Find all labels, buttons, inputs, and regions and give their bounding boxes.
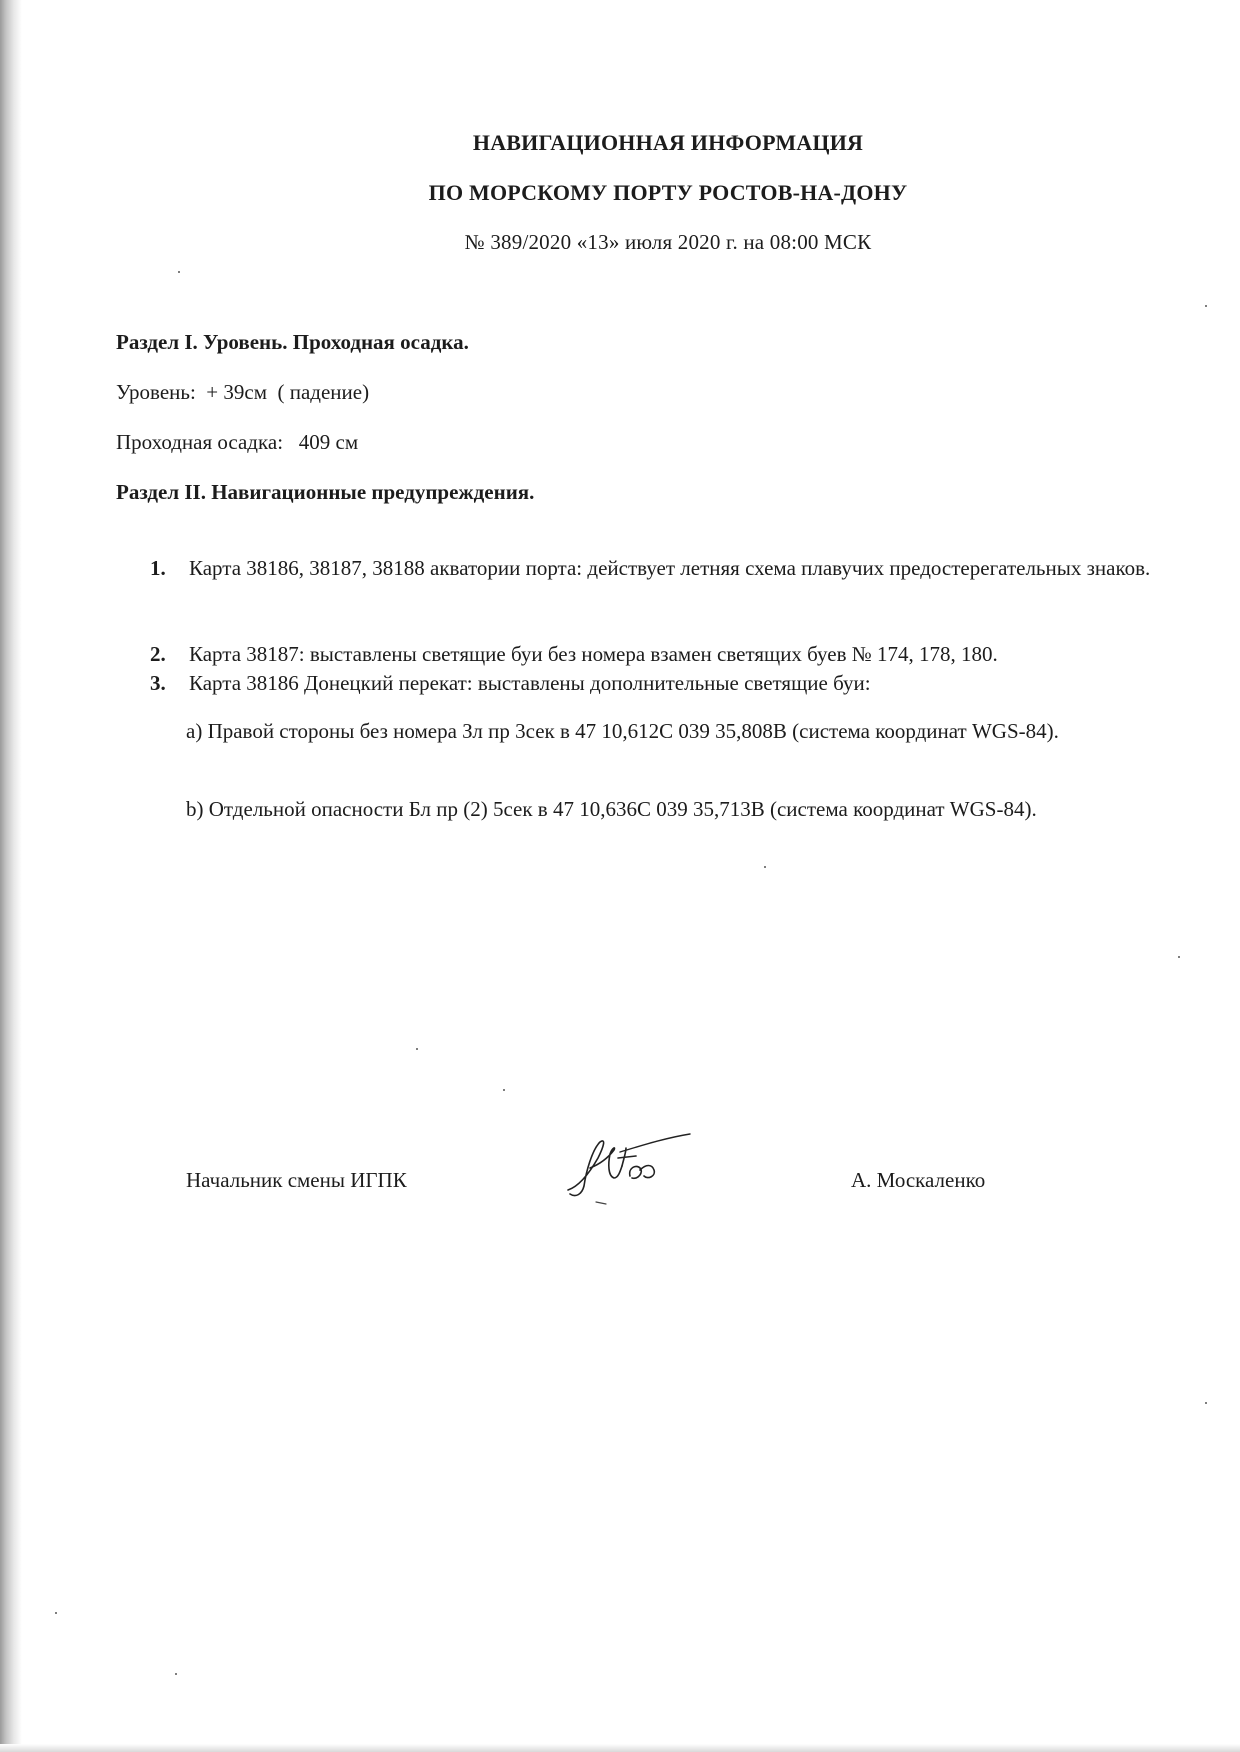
scan-speck (175, 1673, 177, 1675)
document-title-line2: ПО МОРСКОМУ ПОРТУ РОСТОВ-НА-ДОНУ (428, 180, 908, 205)
scan-speck (178, 271, 180, 273)
scan-speck (1178, 956, 1180, 958)
warning-item-2 (150, 641, 1220, 668)
warning-item-number: 3. (150, 671, 166, 695)
scan-speck (416, 1048, 418, 1050)
section1-title: Раздел I. Уровень. Проходная осадка. (116, 330, 469, 354)
scan-speck (55, 1612, 57, 1614)
document-issue-line: № 389/2020 «13» июля 2020 г. на 08:00 МСК (464, 230, 872, 254)
warning-item-text: Карта 38187: выставлены светящие буи без номера взамен светящих буев № 174, 178, 180. (189, 642, 998, 666)
scan-bottom-edge (0, 1744, 1240, 1752)
document-title-line1: НАВИГАЦИОННАЯ ИНФОРМАЦИЯ (472, 130, 864, 155)
warning-item-number: 2. (150, 642, 166, 666)
buoy-subitem-a: a) Правой стороны без номера Зл пр 3сек в 47 10,612С 039 35,808В (система координат WGS-84). (186, 719, 1059, 743)
signer-role: Начальник смены ИГПК (186, 1168, 407, 1192)
scan-speck (503, 1089, 505, 1091)
water-level-line: Уровень: + 39см ( падение) (116, 380, 370, 404)
section2-title: Раздел II. Навигационные предупреждения. (116, 480, 535, 504)
scan-speck (764, 866, 766, 868)
warning-item-3 (150, 670, 1220, 697)
warning-item-number: 1. (150, 556, 166, 580)
warning-item-text: Карта 38186 Донецкий перекат: выставлены дополнительные светящие буи: (189, 671, 871, 695)
warning-item-1 (150, 555, 1220, 582)
scan-binding-edge (0, 0, 22, 1752)
handwritten-signature (560, 1128, 710, 1208)
passage-draft-line: Проходная осадка: 409 см (116, 430, 359, 454)
warning-item-text: Карта 38186, 38187, 38188 акватории порта: действует летняя схема плавучих предостерегательных знаков. (189, 556, 1151, 580)
buoy-subitem-b: b) Отдельной опасности Бл пр (2) 5сек в 47 10,636С 039 35,713В (система координат WGS-84). (186, 797, 1037, 821)
scan-speck (1205, 305, 1207, 307)
scan-speck (1205, 1402, 1207, 1404)
signer-name: А. Москаленко (851, 1168, 986, 1192)
